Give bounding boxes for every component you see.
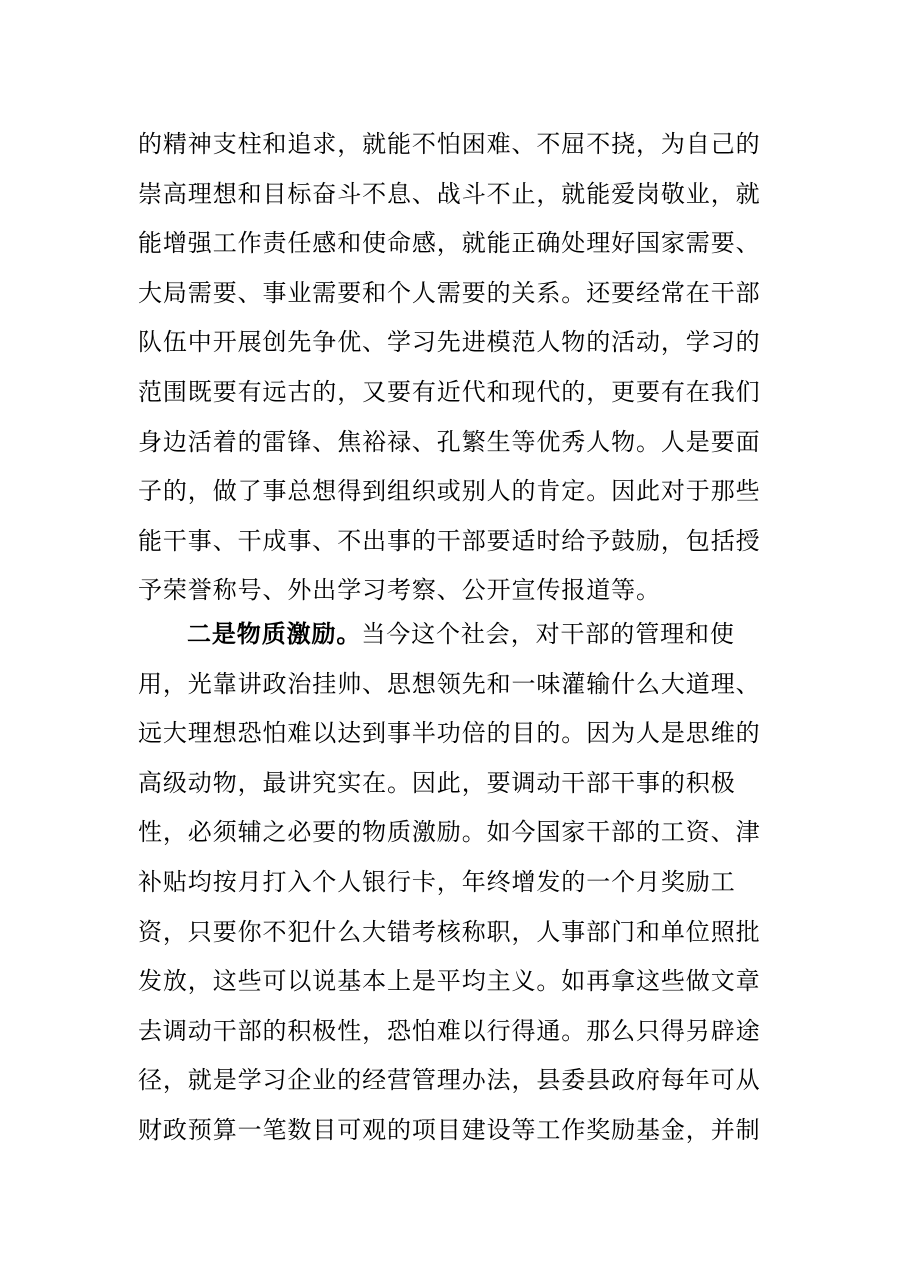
paragraph-1-line: 能增强工作责任感和使命感，就能正确处理好国家需要、 xyxy=(138,229,761,258)
paragraph-2-line: 高级动物，最讲究实在。因此，要调动干部干事的积极 xyxy=(138,768,736,797)
paragraph-2-line: 去调动干部的积极性，恐怕难以行得通。那么只得另辟途 xyxy=(138,1016,761,1045)
paragraph-2-line: 用，光靠讲政治挂帅、思想领先和一味灌输什么大道理、 xyxy=(138,669,761,698)
paragraph-2-line: 发放，这些可以说基本上是平均主义。如再拿这些做文章 xyxy=(138,967,761,996)
paragraph-1-line: 的精神支柱和追求，就能不怕困难、不屈不挠，为自己的 xyxy=(138,130,761,158)
paragraph-2-first-line-text: 当今这个社会，对干部的管理和使 xyxy=(361,620,735,648)
paragraph-2-line: 资，只要你不犯什么大错考核称职，人事部门和单位照批 xyxy=(138,917,761,946)
paragraph-1-line: 范围既要有远古的，又要有近代和现代的，更要有在我们 xyxy=(138,377,761,406)
paragraph-2-line: 补贴均按月打入个人银行卡，年终增发的一个月奖励工 xyxy=(138,867,736,896)
paragraph-2-line: 远大理想恐怕难以达到事半功倍的目的。因为人是思维的 xyxy=(138,719,761,748)
paragraph-2-first-line xyxy=(138,610,774,660)
paragraph-1 xyxy=(138,120,774,616)
paragraph-2-line: 财政预算一笔数目可观的项目建设等工作奖励基金，并制 xyxy=(138,1115,761,1144)
paragraph-1-line: 队伍中开展创先争优、学习先进模范人物的活动，学习的 xyxy=(138,328,761,357)
section-heading: 二是物质激励。 xyxy=(187,620,362,648)
paragraph-1-line: 予荣誉称号、外出学习考察、公开宣传报道等。 xyxy=(138,576,661,605)
paragraph-1-line: 崇高理想和目标奋斗不息、战斗不止，就能爱岗敬业，就 xyxy=(138,179,761,208)
paragraph-2-line: 径，就是学习企业的经营管理办法，县委县政府每年可从 xyxy=(138,1066,761,1095)
paragraph-2-line: 性，必须辅之必要的物质激励。如今国家干部的工资、津 xyxy=(138,818,761,847)
paragraph-1-line: 子的，做了事总想得到组织或别人的肯定。因此对于那些 xyxy=(138,477,761,506)
paragraph-1-line: 身边活着的雷锋、焦裕禄、孔繁生等优秀人物。人是要面 xyxy=(138,427,761,456)
paragraph-1-line: 能干事、干成事、不出事的干部要适时给予鼓励，包括授 xyxy=(138,526,761,555)
paragraph-2 xyxy=(138,610,774,1156)
paragraph-1-line: 大局需要、事业需要和个人需要的关系。还要经常在干部 xyxy=(138,278,761,307)
